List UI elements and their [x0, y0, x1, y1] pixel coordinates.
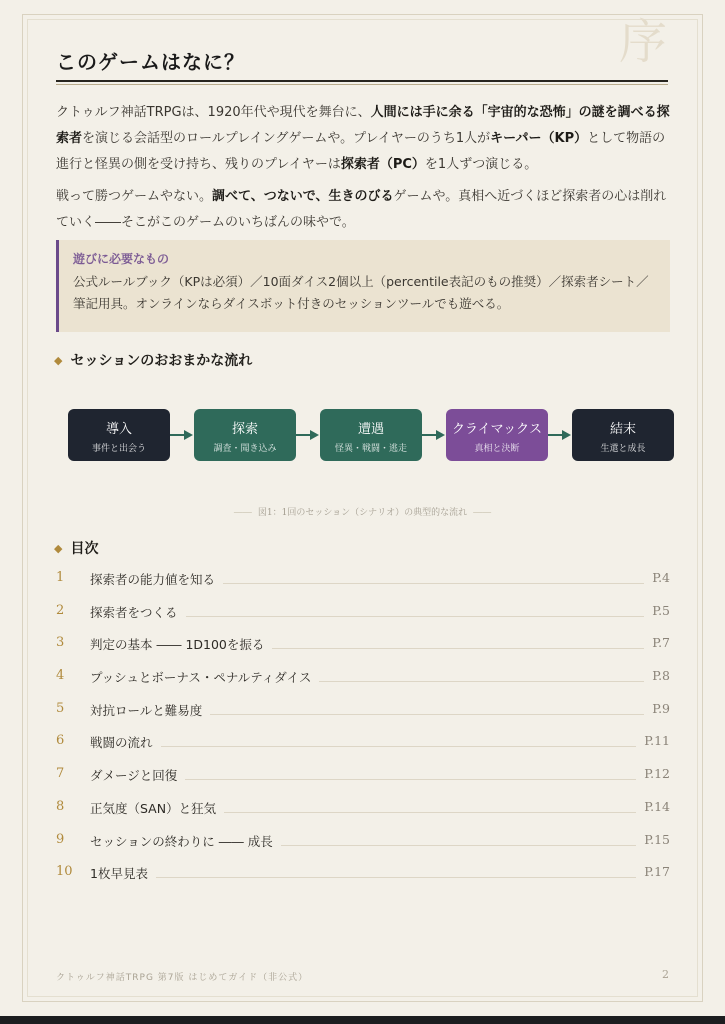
toc-page-number: P.15 [644, 831, 670, 847]
toc-leader-line [210, 701, 644, 715]
page-number: 2 [662, 968, 669, 981]
callout-body: 公式ルールブック（KPは必須）／10面ダイス2個以上（percentile表記のもの推奨）／探索者シート／筆記用具。オンラインならダイスボット付きのセッションツールでも遊べる。 [73, 274, 649, 311]
flow-step [320, 409, 422, 461]
flow-heading-text: セッションのおおまかな流れ [70, 353, 253, 369]
footer-title: クトゥルフ神話TRPG 第7版 はじめてガイド（非公式） [56, 973, 309, 983]
toc-number: 9 [56, 831, 65, 847]
chapter-watermark: 序 [618, 14, 667, 70]
toc-entry-label: 対抗ロールと難易度 [90, 702, 203, 718]
toc-leader-line [186, 603, 645, 617]
emphasis-text: 人間には手に余る「宇宙的な恐怖」の謎を調べる探索者 [56, 105, 670, 146]
toc-row[interactable] [56, 729, 670, 762]
toc-leader-line [272, 635, 644, 649]
flow-step [194, 409, 296, 461]
body-text: を1人ずつ演じる。 [424, 157, 538, 172]
toc-entry-label: 1枚早見表 [90, 866, 148, 882]
toc-entry-label: セッションの終わりに ―― 成長 [90, 833, 273, 849]
flow-step-sub: 調査・聞き込み [213, 444, 277, 454]
toc-entry-label: 判定の基本 ―― 1D100を振る [90, 637, 265, 653]
toc-row[interactable] [56, 828, 670, 861]
toc-number: 3 [56, 635, 65, 651]
toc-number: 4 [56, 668, 65, 684]
toc-number: 1 [56, 570, 65, 585]
toc-number: 7 [56, 766, 65, 782]
toc-page-number: P.9 [652, 700, 670, 716]
toc-page-number: P.5 [652, 602, 670, 618]
flow-step-label: 遭遇 [357, 422, 384, 437]
toc-page-number: P.17 [644, 864, 670, 880]
toc-entry-label: 探索者をつくる [90, 604, 178, 620]
toc-page-number: P.7 [652, 635, 670, 651]
flow-step-label: 導入 [105, 422, 132, 437]
toc-heading-text: 目次 [70, 541, 99, 557]
flow-step [68, 409, 170, 461]
toc-entry-label: 探索者の能力値を知る [90, 572, 216, 587]
flow-step-label: 探索 [231, 422, 258, 437]
arrow-right-icon [548, 428, 572, 442]
toc-page-number: P.14 [644, 798, 670, 814]
toc-page-number: P.4 [652, 570, 670, 585]
emphasis-text: キーパー（KP） [490, 131, 588, 146]
toc-leader-line [224, 799, 636, 813]
toc-leader-line [223, 570, 644, 584]
toc-number: 8 [56, 798, 65, 814]
toc-row[interactable] [56, 860, 670, 893]
flow-step-label: 結末 [609, 422, 636, 437]
toc-page-number: P.11 [644, 733, 670, 749]
toc-page-number: P.12 [644, 766, 670, 782]
callout-title: 遊びに必要なもの [73, 252, 170, 266]
toc-entry-label: 戦闘の流れ [90, 735, 153, 751]
emphasis-text: 探索者（PC） [340, 157, 425, 172]
flow-step-sub: 生還と成長 [600, 444, 646, 454]
toc-heading [54, 538, 98, 558]
arrow-right-icon [296, 428, 320, 442]
requirements-callout [56, 240, 670, 332]
caption-text: 図1：1回のセッション（シナリオ）の典型的な流れ [257, 508, 468, 518]
figure-caption [0, 505, 725, 518]
toc-number: 6 [56, 733, 65, 749]
emphasis-text: 調べて、つないで、生きのびる [212, 189, 394, 204]
body-text: として物語の進行と怪異の側を受け持ち、残りのプレイヤーは [56, 131, 666, 172]
toc-row[interactable] [56, 664, 670, 697]
flow-step [446, 409, 548, 461]
session-flow-diagram [68, 409, 688, 463]
diamond-icon: ◆ [54, 354, 63, 367]
toc-leader-line [156, 864, 636, 878]
body-text: 戦って勝つゲームやない。 [56, 189, 213, 204]
toc-row[interactable] [56, 697, 670, 730]
flow-step-sub: 怪異・戦闘・逃走 [334, 444, 407, 454]
title-rule-thin [56, 84, 668, 85]
intro-paragraph [56, 100, 674, 178]
toc-row[interactable] [56, 631, 670, 664]
flow-step-sub: 事件と出会う [91, 444, 146, 454]
toc-number: 2 [56, 602, 65, 618]
toc-page-number: P.8 [652, 668, 670, 684]
flow-step-label: クライマックス [452, 422, 542, 437]
flow-section-heading [54, 350, 252, 370]
toc-entry-label: プッシュとボーナス・ペナルティダイス [90, 670, 312, 686]
title-rule [56, 80, 668, 82]
toc-leader-line [319, 668, 644, 682]
body-text: を演じる会話型のロールプレイングゲームや。プレイヤーのうち1人が [82, 131, 491, 146]
toc-row[interactable] [56, 599, 670, 632]
toc-row[interactable] [56, 566, 670, 599]
flow-step-sub: 真相と決断 [474, 444, 520, 454]
flow-step [572, 409, 674, 461]
toc-row[interactable] [56, 795, 670, 828]
concept-paragraph [56, 184, 674, 236]
toc-entry-label: ダメージと回復 [90, 768, 178, 784]
toc-number: 5 [56, 700, 65, 716]
toc-leader-line [185, 766, 636, 780]
page-title: このゲームはなに？ [56, 50, 245, 74]
body-text: クトゥルフ神話TRPGは、1920年代や現代を舞台に、 [56, 105, 371, 120]
toc-entry-label: 正気度（SAN）と狂気 [90, 800, 217, 816]
toc-number: 10 [56, 864, 73, 880]
body-text: ゲームや。真相へ近づくほど探索者の心は削れていく――そこがこのゲームのいちばんの味やで。 [56, 189, 667, 230]
caption-dash-right: ―― [473, 508, 492, 518]
toc-row[interactable] [56, 762, 670, 795]
table-of-contents [56, 566, 670, 893]
arrow-right-icon [422, 428, 446, 442]
diamond-icon: ◆ [54, 542, 63, 555]
toc-leader-line [161, 733, 637, 747]
arrow-right-icon [170, 428, 194, 442]
caption-dash-left: ―― [233, 508, 252, 518]
toc-leader-line [281, 832, 637, 846]
